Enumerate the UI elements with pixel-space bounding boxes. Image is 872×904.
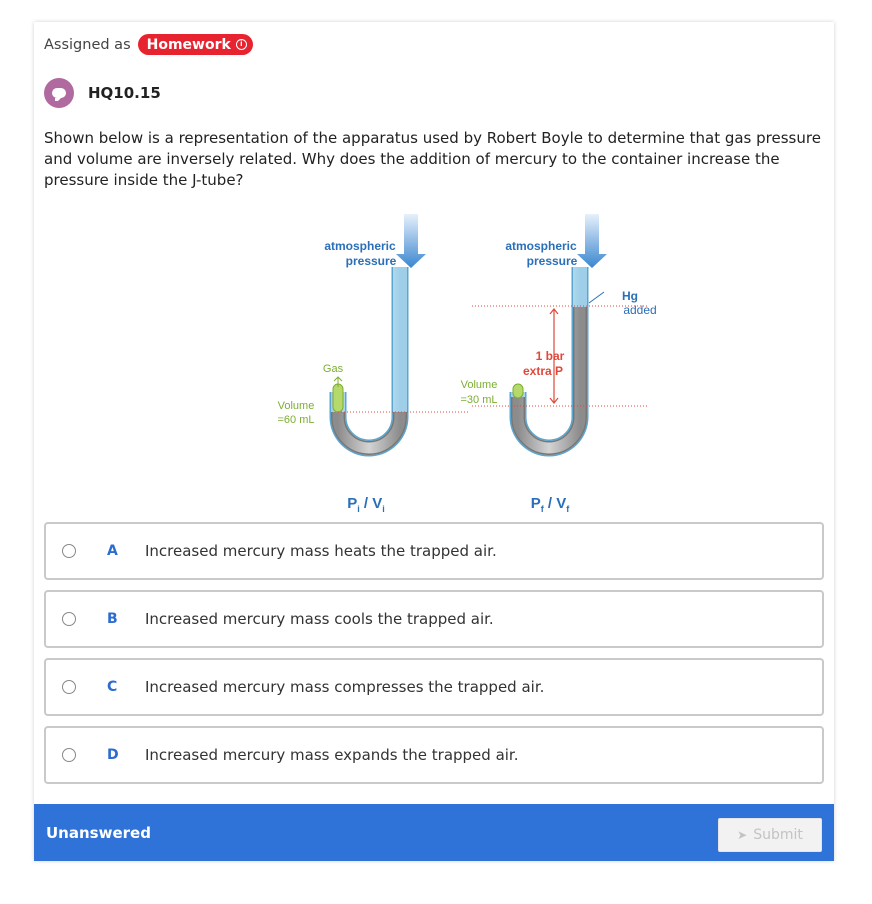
assigned-label: Assigned as (44, 36, 131, 53)
left-volume-line1: Volume (277, 400, 315, 412)
left-formula: $P_i / V_i$ (347, 495, 385, 514)
right-volume-line2: =30 mL (460, 394, 498, 406)
choice-d[interactable] (44, 726, 824, 784)
assignment-info (44, 34, 253, 55)
submit-label: Submit (753, 827, 803, 843)
left-apparatus (278, 214, 469, 514)
right-arrow-icon (577, 214, 607, 268)
send-icon: ➤ (737, 828, 748, 842)
choice-c-letter: C (107, 679, 118, 695)
choice-d-text: Increased mercury mass expands the trapped air. (145, 746, 519, 764)
discussion-icon (44, 78, 74, 108)
choice-b-letter: B (107, 611, 118, 627)
badge-label: Homework (146, 36, 231, 53)
left-j-tube (338, 267, 400, 448)
info-icon[interactable]: i (236, 39, 247, 50)
homework-badge[interactable] (138, 34, 253, 55)
left-volume-line2: =60 mL (277, 414, 315, 426)
left-gas-label: Gas (322, 363, 344, 375)
extra-pressure-line1: 1 bar (535, 349, 565, 363)
boyle-j-tube-figure (228, 212, 657, 514)
right-atm-line2: pressure (526, 254, 578, 268)
choice-a[interactable] (44, 522, 824, 580)
right-formula: $P_f / V_f$ (530, 495, 570, 514)
left-arrow-icon (396, 214, 426, 268)
choice-c[interactable] (44, 658, 824, 716)
right-volume-line1: Volume (460, 379, 498, 391)
question-text: Shown below is a representation of the apparatus used by Robert Boyle to determine that gas pressure and volume are inversely related. Why does the addition of mercury to the container increase the pressure inside the J-tube? (44, 129, 821, 189)
hg-label-line2: added (623, 303, 657, 317)
choice-b[interactable] (44, 590, 824, 648)
choice-a-letter: A (107, 543, 118, 559)
answer-footer (34, 804, 834, 861)
choice-a-text: Increased mercury mass heats the trapped air. (145, 542, 497, 560)
right-atm-line1: atmospheric (505, 239, 577, 253)
radio-a[interactable] (62, 544, 76, 558)
choice-d-letter: D (107, 747, 119, 763)
answer-status: Unanswered (46, 824, 151, 842)
radio-c[interactable] (62, 680, 76, 694)
right-gas (513, 384, 523, 398)
question-header (44, 78, 161, 108)
submit-button[interactable] (718, 818, 822, 852)
radio-b[interactable] (62, 612, 76, 626)
question-id: HQ10.15 (88, 84, 161, 102)
left-atm-line1: atmospheric (324, 239, 396, 253)
right-apparatus (461, 214, 657, 514)
extra-pressure-line2: extra P (522, 364, 564, 378)
radio-d[interactable] (62, 748, 76, 762)
hg-label-line1: Hg (622, 289, 638, 303)
left-atm-line2: pressure (345, 254, 397, 268)
question-card (34, 22, 834, 861)
left-gas (333, 384, 343, 412)
choice-b-text: Increased mercury mass cools the trapped air. (145, 610, 494, 628)
choice-c-text: Increased mercury mass compresses the trapped air. (145, 678, 545, 696)
